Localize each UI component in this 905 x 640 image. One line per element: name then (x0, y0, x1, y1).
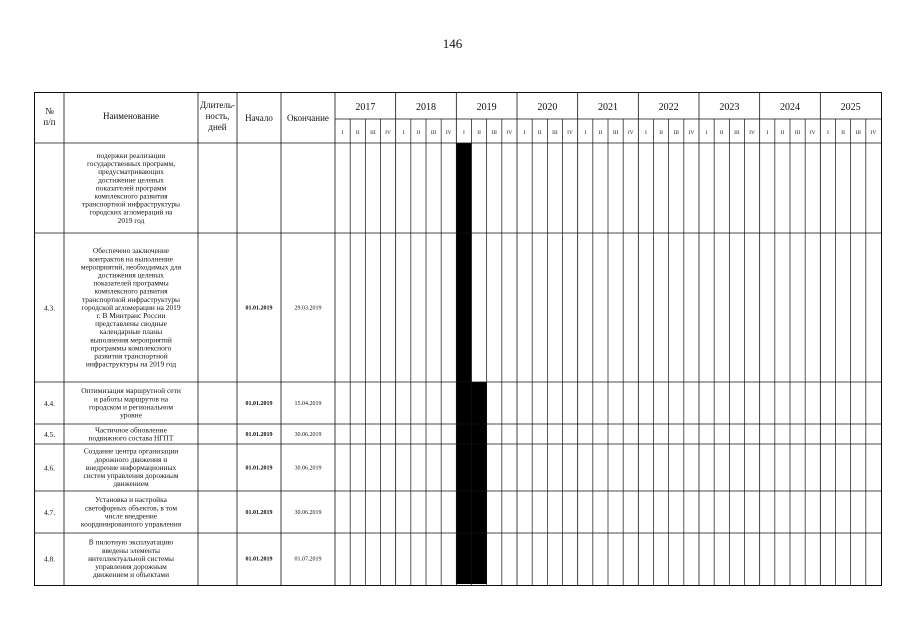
task-name-line: светофорных объектов, в том (84, 503, 178, 513)
row-number: 4.6. (43, 463, 56, 473)
gantt-bar (456, 233, 471, 382)
quarter-label: IV (567, 130, 573, 136)
name-header: Наименование (102, 111, 160, 121)
quarter-label: IV (385, 130, 391, 136)
year-label: 2025 (840, 102, 861, 113)
task-name-line: развития транспортной (94, 351, 168, 361)
year-label: 2023 (719, 102, 740, 113)
end-date: 01.07.2019 (294, 556, 322, 563)
quarter-label: I (826, 130, 829, 136)
task-name-line: транспортной инфраструктуры (81, 199, 181, 209)
task-name-line: управления дорожным (95, 561, 167, 571)
quarter-label: I (584, 130, 587, 136)
quarter-label: IV (445, 130, 452, 136)
task-name-line: программы комплексного (90, 343, 172, 353)
quarter-label: III (430, 130, 437, 136)
task-name-line: достижение целевых (98, 175, 164, 185)
quarter-label: III (673, 130, 679, 136)
task-name-line: контрактов на выполнение (88, 254, 174, 264)
quarter-label: II (841, 130, 845, 136)
start-date: 01.01.2019 (245, 401, 273, 407)
quarter-label: I (341, 130, 344, 136)
year-label: 2021 (598, 102, 618, 113)
task-name-line: городской агломерации на 2019 (81, 302, 181, 312)
duration-header: Длитель- (200, 100, 235, 110)
row-number: 4.8. (43, 554, 56, 564)
num-header: п/п (43, 117, 56, 127)
task-name-line: показателей программы (93, 278, 169, 288)
duration-header: дней (208, 122, 227, 132)
quarter-label: I (644, 130, 647, 136)
year-label: 2019 (476, 102, 497, 113)
task-name-line: Установка и настройка (95, 495, 167, 505)
start-date: 01.01.2019 (245, 556, 273, 563)
year-label: 2018 (416, 102, 436, 113)
quarter-label: III (370, 130, 376, 136)
task-name-line: подвижного состава НГПТ (88, 433, 174, 443)
task-name-line: государственных программ, (86, 159, 176, 169)
quarter-label: III (491, 130, 497, 136)
quarter-label: II (719, 130, 724, 136)
task-name-line: внедрение информационных (85, 462, 177, 472)
quarter-label: II (598, 130, 603, 136)
task-name-line: интеллектуальной системы (88, 553, 174, 563)
task-name-line: комплексного развития (94, 191, 168, 201)
task-name-line: календарные планы (99, 327, 163, 337)
quarter-label: IV (749, 130, 755, 136)
quarter-label: II (416, 130, 421, 136)
task-name-line: введены элементы (101, 545, 161, 555)
task-name-line: транспортной инфраструктуры (81, 294, 181, 304)
quarter-label: II (537, 130, 542, 136)
quarter-label: III (855, 130, 861, 136)
end-date: 29.03.2019 (294, 305, 322, 312)
row-number: 4.7. (43, 508, 56, 517)
quarter-label: III (734, 130, 740, 136)
year-label: 2024 (780, 102, 800, 113)
task-name-line: предусматривающих (98, 167, 164, 177)
gantt-table (34, 92, 882, 586)
task-name-line: инфраструктуры на 2019 год (85, 359, 177, 369)
row-number: 4.5. (43, 430, 56, 439)
quarter-label: III (794, 130, 801, 136)
task-name-line: городских агломераций на (89, 207, 173, 217)
start-date: 01.01.2019 (245, 432, 273, 438)
row-number: 4.4. (43, 399, 56, 408)
task-name-line: числе внедрение (104, 511, 158, 521)
task-name-line: представлены сводные (95, 319, 167, 329)
duration-header: ность, (205, 111, 230, 121)
task-name-line: Обеспечено заключение (92, 246, 170, 256)
task-name-line: подержки реализации (96, 150, 166, 160)
task-name-line: Частичное обновление (95, 425, 167, 435)
quarter-label: II (780, 130, 785, 136)
task-name-line: комплексного развития (94, 286, 168, 296)
task-name-line: систем управления дорожным (83, 470, 179, 480)
quarter-label: I (523, 130, 526, 136)
task-name-line: Создание центра организации (83, 446, 179, 456)
quarter-label: II (477, 130, 481, 136)
start-date: 01.01.2019 (245, 305, 273, 312)
task-name-line: движением (113, 479, 149, 489)
start-date: 01.01.2019 (245, 465, 273, 472)
task-name-line: показателей программ (95, 183, 167, 193)
task-name-line: достижения целевых (98, 270, 164, 280)
task-name-line: мероприятий, необходимых для (80, 262, 182, 272)
quarter-label: IV (506, 130, 513, 136)
year-label: 2017 (355, 102, 376, 113)
task-name-line: 2019 год (117, 215, 145, 225)
year-label: 2020 (537, 102, 558, 113)
quarter-label: IV (627, 130, 634, 136)
page-number: 146 (442, 36, 463, 51)
quarter-label: I (402, 130, 405, 136)
quarter-label: IV (688, 130, 695, 136)
year-label: 2022 (658, 102, 679, 113)
task-name-line: В пилотную эксплуатацию (88, 537, 174, 547)
start-date: 01.01.2019 (245, 510, 273, 516)
task-name-line: уровне (120, 410, 142, 420)
end-header: Окончание (287, 113, 329, 123)
task-name-line: г. В Минтранс России (96, 310, 166, 320)
task-name-line: дорожного движения и (94, 454, 168, 464)
row-number: 4.3. (43, 303, 56, 313)
task-name-line: Оптимизация маршрутной сети (81, 386, 181, 396)
quarter-label: IV (870, 130, 877, 136)
quarter-label: I (705, 130, 708, 136)
num-header: № (45, 106, 54, 116)
quarter-label: III (612, 130, 619, 136)
end-date: 30.06.2019 (294, 510, 322, 516)
end-date: 15.04.2019 (294, 401, 322, 407)
quarter-label: I (462, 130, 465, 136)
task-name-line: выполнения мероприятий (90, 335, 172, 345)
task-name-line: движением и объектами (92, 570, 170, 580)
quarter-label: II (659, 130, 663, 136)
end-date: 30.06.2019 (294, 465, 322, 472)
gantt-grid (35, 93, 881, 585)
task-name-line: и работы маршрутов на (93, 394, 169, 404)
task-name-line: координированного управления (80, 519, 182, 529)
quarter-label: IV (809, 130, 816, 136)
quarter-label: III (552, 130, 558, 136)
start-header: Начало (245, 113, 273, 123)
end-date: 30.06.2019 (294, 432, 322, 438)
quarter-label: I (766, 130, 769, 136)
quarter-label: II (355, 130, 360, 136)
gantt-bar (456, 143, 471, 233)
task-name-line: городском и региональном (88, 402, 174, 412)
